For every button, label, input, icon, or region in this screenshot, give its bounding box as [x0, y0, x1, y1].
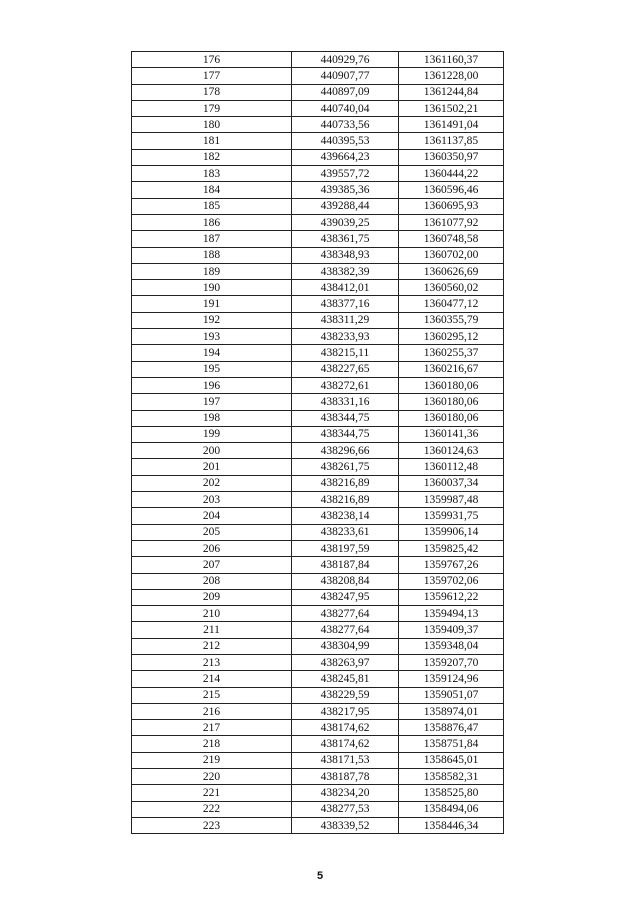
- table-row: [132, 589, 504, 605]
- y-coordinate-cell: 1360477,12: [399, 296, 504, 312]
- x-coordinate-cell: 440897,09: [292, 84, 399, 100]
- table-row: [132, 443, 504, 459]
- point-number-cell: 215: [132, 687, 292, 703]
- point-number-cell: 204: [132, 508, 292, 524]
- point-number-cell: 182: [132, 149, 292, 165]
- table-row: [132, 231, 504, 247]
- point-number-cell: 187: [132, 231, 292, 247]
- table-row: [132, 687, 504, 703]
- x-coordinate-cell: 439039,25: [292, 214, 399, 230]
- x-coordinate-cell: 438233,93: [292, 329, 399, 345]
- y-coordinate-cell: 1360444,22: [399, 166, 504, 182]
- table-row: [132, 736, 504, 752]
- x-coordinate-cell: 438263,97: [292, 654, 399, 670]
- x-coordinate-cell: 438208,84: [292, 573, 399, 589]
- y-coordinate-cell: 1359124,96: [399, 671, 504, 687]
- x-coordinate-cell: 438187,78: [292, 769, 399, 785]
- point-number-cell: 192: [132, 312, 292, 328]
- x-coordinate-cell: 439664,23: [292, 149, 399, 165]
- x-coordinate-cell: 438344,75: [292, 410, 399, 426]
- table-row: [132, 280, 504, 296]
- point-number-cell: 218: [132, 736, 292, 752]
- x-coordinate-cell: 438174,62: [292, 736, 399, 752]
- y-coordinate-cell: 1360295,12: [399, 329, 504, 345]
- y-coordinate-cell: 1359702,06: [399, 573, 504, 589]
- point-number-cell: 195: [132, 361, 292, 377]
- x-coordinate-cell: 438216,89: [292, 475, 399, 491]
- point-number-cell: 200: [132, 443, 292, 459]
- table-row: [132, 752, 504, 768]
- point-number-cell: 220: [132, 769, 292, 785]
- x-coordinate-cell: 438311,29: [292, 312, 399, 328]
- x-coordinate-cell: 438277,64: [292, 622, 399, 638]
- point-number-cell: 217: [132, 720, 292, 736]
- x-coordinate-cell: 438171,53: [292, 752, 399, 768]
- point-number-cell: 207: [132, 557, 292, 573]
- x-coordinate-cell: 438247,95: [292, 589, 399, 605]
- point-number-cell: 190: [132, 280, 292, 296]
- table-row: [132, 817, 504, 833]
- table-row: [132, 68, 504, 84]
- point-number-cell: 193: [132, 329, 292, 345]
- point-number-cell: 183: [132, 166, 292, 182]
- x-coordinate-cell: 438344,75: [292, 426, 399, 442]
- x-coordinate-cell: 438348,93: [292, 247, 399, 263]
- y-coordinate-cell: 1360180,06: [399, 394, 504, 410]
- x-coordinate-cell: 439385,36: [292, 182, 399, 198]
- x-coordinate-cell: 438245,81: [292, 671, 399, 687]
- point-number-cell: 197: [132, 394, 292, 410]
- y-coordinate-cell: 1358525,80: [399, 785, 504, 801]
- y-coordinate-cell: 1361228,00: [399, 68, 504, 84]
- x-coordinate-cell: 440907,77: [292, 68, 399, 84]
- y-coordinate-cell: 1359906,14: [399, 524, 504, 540]
- x-coordinate-cell: 438174,62: [292, 720, 399, 736]
- x-coordinate-cell: 440733,56: [292, 117, 399, 133]
- table-row: [132, 557, 504, 573]
- y-coordinate-cell: 1360355,79: [399, 312, 504, 328]
- point-number-cell: 222: [132, 801, 292, 817]
- table-row: [132, 133, 504, 149]
- table-row: [132, 801, 504, 817]
- table-row: [132, 52, 504, 68]
- y-coordinate-cell: 1358582,31: [399, 769, 504, 785]
- point-number-cell: 194: [132, 345, 292, 361]
- point-number-cell: 189: [132, 263, 292, 279]
- point-number-cell: 188: [132, 247, 292, 263]
- y-coordinate-cell: 1360112,48: [399, 459, 504, 475]
- x-coordinate-cell: 438296,66: [292, 443, 399, 459]
- point-number-cell: 206: [132, 540, 292, 556]
- table-row: [132, 606, 504, 622]
- table-row: [132, 166, 504, 182]
- y-coordinate-cell: 1360180,06: [399, 377, 504, 393]
- x-coordinate-cell: 438277,53: [292, 801, 399, 817]
- y-coordinate-cell: 1361502,21: [399, 100, 504, 116]
- y-coordinate-cell: 1361491,04: [399, 117, 504, 133]
- y-coordinate-cell: 1360695,93: [399, 198, 504, 214]
- x-coordinate-cell: 438272,61: [292, 377, 399, 393]
- point-number-cell: 191: [132, 296, 292, 312]
- x-coordinate-cell: 438215,11: [292, 345, 399, 361]
- point-number-cell: 198: [132, 410, 292, 426]
- y-coordinate-cell: 1361160,37: [399, 52, 504, 68]
- point-number-cell: 202: [132, 475, 292, 491]
- y-coordinate-cell: 1359051,07: [399, 687, 504, 703]
- y-coordinate-cell: 1360748,58: [399, 231, 504, 247]
- table-row: [132, 703, 504, 719]
- y-coordinate-cell: 1360626,69: [399, 263, 504, 279]
- y-coordinate-cell: 1360560,02: [399, 280, 504, 296]
- x-coordinate-cell: 438233,61: [292, 524, 399, 540]
- table-row: [132, 540, 504, 556]
- x-coordinate-cell: 440395,53: [292, 133, 399, 149]
- table-row: [132, 149, 504, 165]
- y-coordinate-cell: 1360124,63: [399, 443, 504, 459]
- y-coordinate-cell: 1358494,06: [399, 801, 504, 817]
- table-row: [132, 769, 504, 785]
- x-coordinate-cell: 438304,99: [292, 638, 399, 654]
- table-row: [132, 638, 504, 654]
- table-row: [132, 100, 504, 116]
- point-number-cell: 186: [132, 214, 292, 230]
- x-coordinate-cell: 440740,04: [292, 100, 399, 116]
- point-number-cell: 219: [132, 752, 292, 768]
- point-number-cell: 209: [132, 589, 292, 605]
- x-coordinate-cell: 438229,59: [292, 687, 399, 703]
- point-number-cell: 212: [132, 638, 292, 654]
- x-coordinate-cell: 438361,75: [292, 231, 399, 247]
- page-number: 5: [316, 870, 324, 882]
- table-row: [132, 312, 504, 328]
- table-row: [132, 475, 504, 491]
- y-coordinate-cell: 1359494,13: [399, 606, 504, 622]
- y-coordinate-cell: 1361077,92: [399, 214, 504, 230]
- x-coordinate-cell: 438331,16: [292, 394, 399, 410]
- point-number-cell: 211: [132, 622, 292, 638]
- table-row: [132, 214, 504, 230]
- point-number-cell: 208: [132, 573, 292, 589]
- table-row: [132, 263, 504, 279]
- y-coordinate-cell: 1359348,04: [399, 638, 504, 654]
- point-number-cell: 214: [132, 671, 292, 687]
- y-coordinate-cell: 1360141,36: [399, 426, 504, 442]
- y-coordinate-cell: 1358751,84: [399, 736, 504, 752]
- point-number-cell: 201: [132, 459, 292, 475]
- y-coordinate-cell: 1360596,46: [399, 182, 504, 198]
- y-coordinate-cell: 1359767,26: [399, 557, 504, 573]
- x-coordinate-cell: 438261,75: [292, 459, 399, 475]
- y-coordinate-cell: 1360037,34: [399, 475, 504, 491]
- point-number-cell: 203: [132, 492, 292, 508]
- coordinates-table-body: [132, 52, 504, 834]
- table-row: [132, 345, 504, 361]
- table-row: [132, 573, 504, 589]
- point-number-cell: 199: [132, 426, 292, 442]
- point-number-cell: 176: [132, 52, 292, 68]
- table-row: [132, 524, 504, 540]
- x-coordinate-cell: 438227,65: [292, 361, 399, 377]
- table-row: [132, 296, 504, 312]
- y-coordinate-cell: 1358645,01: [399, 752, 504, 768]
- table-row: [132, 622, 504, 638]
- y-coordinate-cell: 1360255,37: [399, 345, 504, 361]
- table-row: [132, 720, 504, 736]
- point-number-cell: 216: [132, 703, 292, 719]
- y-coordinate-cell: 1359409,37: [399, 622, 504, 638]
- y-coordinate-cell: 1360350,97: [399, 149, 504, 165]
- point-number-cell: 181: [132, 133, 292, 149]
- point-number-cell: 184: [132, 182, 292, 198]
- x-coordinate-cell: 439288,44: [292, 198, 399, 214]
- table-row: [132, 426, 504, 442]
- table-row: [132, 785, 504, 801]
- table-row: [132, 198, 504, 214]
- table-row: [132, 671, 504, 687]
- y-coordinate-cell: 1358446,34: [399, 817, 504, 833]
- x-coordinate-cell: 439557,72: [292, 166, 399, 182]
- y-coordinate-cell: 1359825,42: [399, 540, 504, 556]
- table-row: [132, 182, 504, 198]
- table-row: [132, 410, 504, 426]
- table-row: [132, 508, 504, 524]
- x-coordinate-cell: 440929,76: [292, 52, 399, 68]
- y-coordinate-cell: 1361137,85: [399, 133, 504, 149]
- point-number-cell: 205: [132, 524, 292, 540]
- y-coordinate-cell: 1360702,00: [399, 247, 504, 263]
- table-row: [132, 459, 504, 475]
- x-coordinate-cell: 438197,59: [292, 540, 399, 556]
- y-coordinate-cell: 1359987,48: [399, 492, 504, 508]
- y-coordinate-cell: 1361244,84: [399, 84, 504, 100]
- x-coordinate-cell: 438216,89: [292, 492, 399, 508]
- y-coordinate-cell: 1360216,67: [399, 361, 504, 377]
- coordinates-table: [131, 51, 504, 834]
- point-number-cell: 178: [132, 84, 292, 100]
- point-number-cell: 210: [132, 606, 292, 622]
- x-coordinate-cell: 438412,01: [292, 280, 399, 296]
- x-coordinate-cell: 438234,20: [292, 785, 399, 801]
- table-row: [132, 377, 504, 393]
- y-coordinate-cell: 1359931,75: [399, 508, 504, 524]
- x-coordinate-cell: 438187,84: [292, 557, 399, 573]
- point-number-cell: 179: [132, 100, 292, 116]
- x-coordinate-cell: 438217,95: [292, 703, 399, 719]
- x-coordinate-cell: 438377,16: [292, 296, 399, 312]
- point-number-cell: 177: [132, 68, 292, 84]
- point-number-cell: 180: [132, 117, 292, 133]
- table-row: [132, 117, 504, 133]
- table-row: [132, 654, 504, 670]
- x-coordinate-cell: 438277,64: [292, 606, 399, 622]
- y-coordinate-cell: 1358876,47: [399, 720, 504, 736]
- table-row: [132, 247, 504, 263]
- y-coordinate-cell: 1359207,70: [399, 654, 504, 670]
- point-number-cell: 213: [132, 654, 292, 670]
- table-row: [132, 361, 504, 377]
- point-number-cell: 223: [132, 817, 292, 833]
- y-coordinate-cell: 1359612,22: [399, 589, 504, 605]
- point-number-cell: 185: [132, 198, 292, 214]
- table-row: [132, 329, 504, 345]
- x-coordinate-cell: 438382,39: [292, 263, 399, 279]
- table-row: [132, 84, 504, 100]
- x-coordinate-cell: 438238,14: [292, 508, 399, 524]
- point-number-cell: 196: [132, 377, 292, 393]
- table-row: [132, 492, 504, 508]
- point-number-cell: 221: [132, 785, 292, 801]
- table-row: [132, 394, 504, 410]
- y-coordinate-cell: 1360180,06: [399, 410, 504, 426]
- y-coordinate-cell: 1358974,01: [399, 703, 504, 719]
- x-coordinate-cell: 438339,52: [292, 817, 399, 833]
